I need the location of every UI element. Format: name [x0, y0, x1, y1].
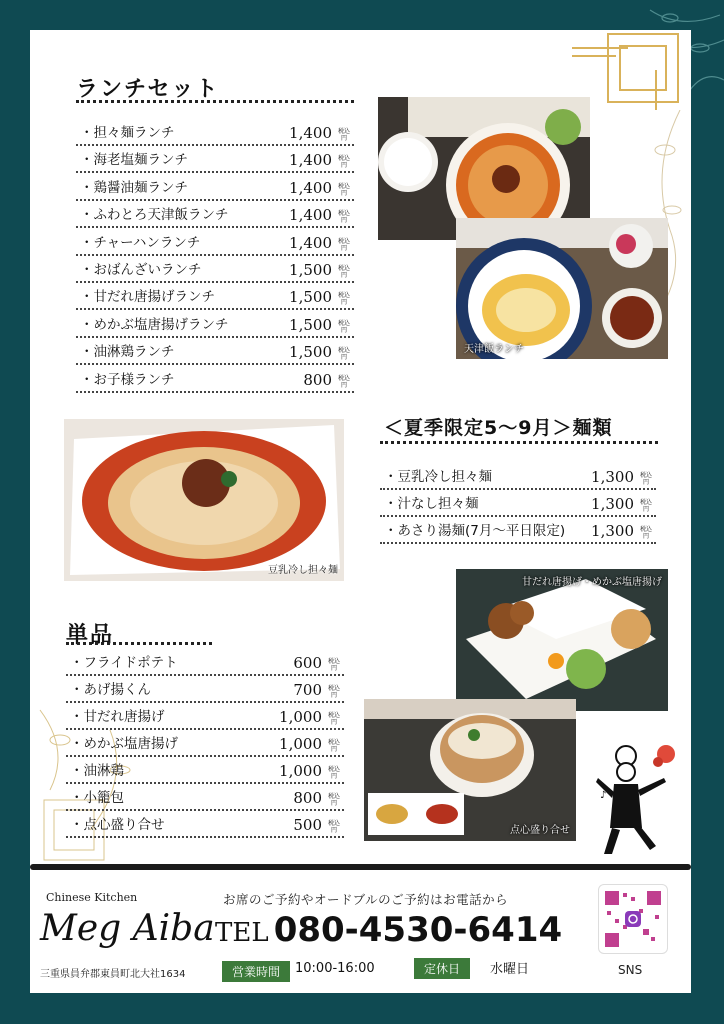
menu-item-name: ・ふわとろ天津飯ランチ [80, 207, 229, 224]
title-divider [66, 642, 212, 645]
menu-item-name: ・チャーハンランチ [80, 234, 201, 251]
menu-item-row [76, 122, 354, 146]
menu-item-row [66, 814, 344, 838]
tel-label: TEL [215, 918, 269, 948]
menu-item-name: ・鶏醤油麺ランチ [80, 179, 188, 196]
menu-item-price: 1,500 [289, 315, 332, 334]
menu-item-name: ・油淋鶏ランチ [80, 344, 175, 361]
menu-item-price: 1,300 [591, 468, 634, 486]
menu-item-row [76, 341, 354, 365]
tax-yen-mark: 税込 円 [337, 292, 350, 307]
menu-item-row [76, 286, 354, 310]
menu-item-row [66, 733, 344, 757]
menu-item-row [66, 787, 344, 811]
menu-item-name: ・担々麺ランチ [80, 125, 175, 141]
brand-subtitle: Chinese Kitchen [46, 891, 138, 904]
tax-yen-mark: 税込 円 [639, 472, 652, 486]
tel-number: 080-4530-6414 [273, 910, 563, 950]
menu-item-name: ・めかぶ塩唐揚げ [70, 736, 178, 752]
menu-item-row [76, 259, 354, 283]
sns-qr-code[interactable] [598, 884, 668, 954]
dimsum-photo [364, 699, 576, 841]
menu-item-name: ・フライドポテト [70, 655, 178, 671]
menu-item-row [76, 177, 354, 201]
reservation-note: お席のご予約やオードブルのご予約はお電話から [223, 892, 509, 907]
closed-label-badge: 定休日 [414, 958, 470, 979]
tax-yen-mark: 税込 円 [327, 739, 340, 753]
menu-item-name: ・めかぶ塩唐揚げランチ [80, 316, 229, 333]
tax-yen-mark: 税込 円 [337, 182, 350, 197]
tonyu-hiyashi-tantanmen-photo [64, 419, 344, 581]
title-divider [76, 100, 354, 103]
menu-item-row [380, 493, 656, 517]
menu-item-name: ・点心盛り合せ [70, 817, 165, 833]
photo-caption: 豆乳冷し担々麺 [268, 565, 338, 576]
title-divider [380, 441, 658, 444]
menu-item-name: ・油淋鶏 [70, 763, 124, 779]
brush-divider [30, 864, 691, 870]
menu-item-name: ・豆乳冷し担々麺 [384, 469, 492, 485]
menu-item-price: 500 [293, 816, 322, 834]
closed-value: 水曜日 [490, 962, 530, 977]
menu-item-price: 1,300 [591, 495, 634, 513]
menu-item-name: ・汁なし担々麺 [384, 496, 479, 512]
photo-caption: 甘だれ唐揚げ・めかぶ塩唐揚げ [522, 577, 662, 588]
menu-item-price: 1,300 [591, 522, 634, 540]
menu-item-name: ・おばんざいランチ [80, 262, 202, 278]
menu-item-row [76, 314, 354, 338]
menu-item-row [380, 520, 656, 544]
menu-item-price: 1,000 [279, 762, 322, 780]
menu-item-name: ・あさり湯麺(7月〜平日限定) [384, 523, 566, 539]
svg-text:♪: ♪ [600, 790, 607, 801]
menu-item-row [66, 706, 344, 730]
tax-yen-mark: 税込 円 [337, 265, 350, 279]
karaage-photo [456, 569, 668, 711]
photo-caption: 点心盛り合せ [510, 825, 570, 836]
tax-yen-mark: 税込 円 [337, 128, 350, 142]
menu-item-row [76, 232, 354, 256]
menu-item-row [380, 466, 656, 490]
photo-caption: 天津飯ランチ [464, 344, 524, 355]
menu-item-name: ・小籠包 [70, 790, 124, 806]
tax-yen-mark: 税込 円 [327, 820, 340, 834]
menu-item-row [66, 760, 344, 784]
menu-item-price: 1,500 [289, 261, 332, 279]
tax-yen-mark: 税込 円 [327, 712, 340, 726]
menu-item-price: 1,400 [289, 151, 332, 170]
tax-yen-mark: 税込 円 [337, 237, 350, 252]
menu-item-name: ・お子様ランチ [80, 371, 175, 388]
chef-illustration [594, 738, 678, 858]
menu-item-price: 700 [293, 681, 322, 699]
hours-value: 10:00-16:00 [295, 961, 375, 976]
address: 三重県員弁郡東員町北大社1634 [40, 969, 186, 980]
brand-name: Meg Aiba [40, 908, 215, 949]
menu-item-price: 1,500 [289, 343, 332, 362]
menu-item-price: 1,400 [289, 233, 332, 252]
tax-yen-mark: 税込 円 [337, 347, 350, 362]
tax-yen-mark: 税込 円 [337, 319, 350, 334]
menu-item-name: ・甘だれ唐揚げランチ [80, 289, 215, 306]
menu-item-price: 800 [293, 789, 322, 807]
menu-item-row [76, 369, 354, 393]
menu-item-row [66, 652, 344, 676]
tax-yen-mark: 税込 円 [327, 793, 340, 807]
tax-yen-mark: 税込 円 [639, 499, 652, 513]
tax-yen-mark: 税込 円 [639, 526, 652, 540]
menu-item-name: ・海老塩麺ランチ [80, 152, 188, 169]
hours-label-badge: 営業時間 [222, 961, 290, 982]
menu-item-name: ・あげ揚くん [70, 682, 151, 698]
summer-section-title: ＜夏季限定5〜9月＞麺類 [384, 417, 613, 439]
menu-item-price: 1,400 [289, 178, 332, 197]
menu-item-row [66, 679, 344, 703]
menu-item-row [76, 149, 354, 173]
sns-label: SNS [618, 963, 643, 977]
phone-number[interactable] [215, 910, 562, 950]
tax-yen-mark: 税込 円 [337, 155, 350, 170]
tax-yen-mark: 税込 円 [337, 374, 350, 389]
menu-item-price: 600 [293, 654, 322, 672]
tenshinhan-lunch-photo [456, 218, 668, 359]
menu-item-name: ・甘だれ唐揚げ [70, 709, 165, 725]
menu-item-price: 800 [303, 370, 332, 389]
single-section-title: 単品 [66, 623, 115, 648]
tax-yen-mark: 税込 円 [327, 766, 340, 780]
tax-yen-mark: 税込 円 [327, 658, 340, 672]
menu-item-price: 1,000 [279, 708, 322, 726]
menu-item-price: 1,400 [289, 124, 332, 142]
menu-item-price: 1,500 [289, 288, 332, 307]
tax-yen-mark: 税込 円 [327, 685, 340, 699]
menu-item-price: 1,400 [289, 206, 332, 225]
menu-item-row [76, 204, 354, 228]
lunch-section-title: ランチセット [76, 77, 220, 102]
tax-yen-mark: 税込 円 [337, 210, 350, 225]
menu-item-price: 1,000 [279, 735, 322, 753]
